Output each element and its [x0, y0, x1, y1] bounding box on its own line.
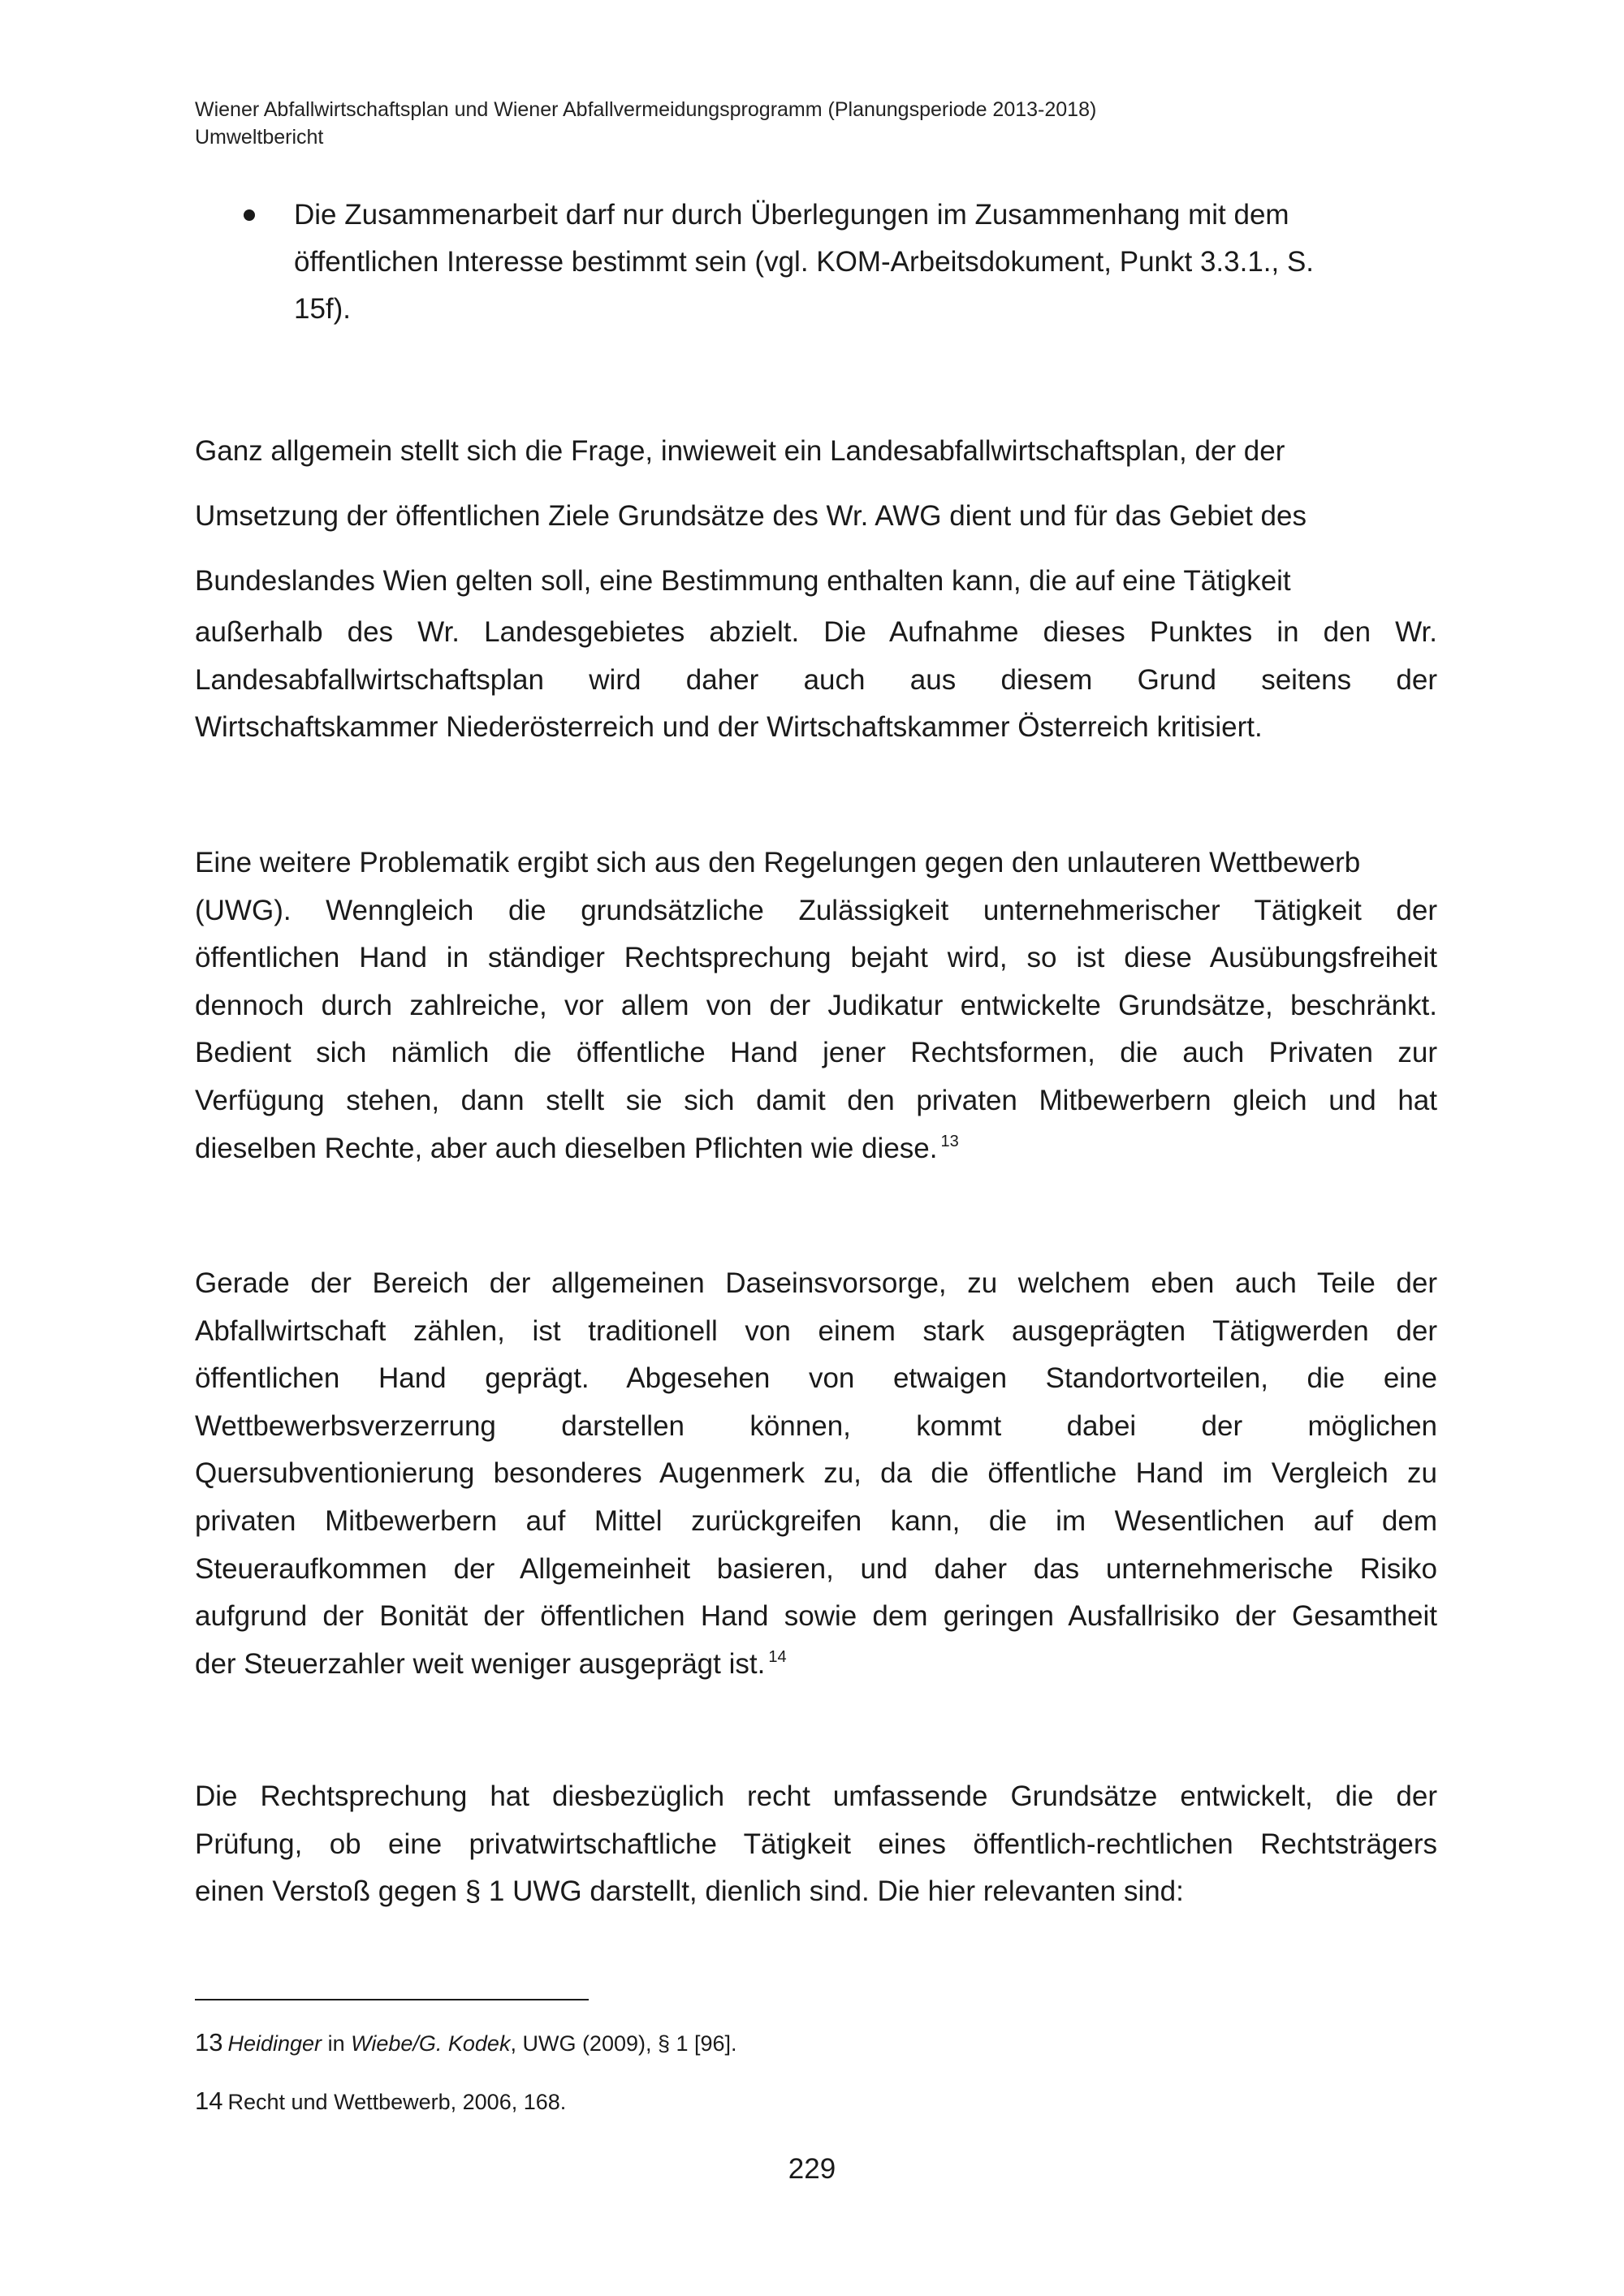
bullet-icon: [244, 209, 255, 221]
bullet-text: Die Zusammenarbeit darf nur durch Überlegungen im Zusammenhang mit dem öffentlichen Interesse bestimmt sein (vgl. KOM-Arbeitsdokument, Punkt 3.3.1., S. 15f).: [294, 199, 1315, 325]
paragraph-2: Eine weitere Problematik ergibt sich aus den Regelungen gegen den unlauteren Wettbewerb (UWG). Wenngleich die grundsätzliche Zulässigkeit unternehmerischer Tätigkeit der öffentlichen Hand in ständiger Rechtsprechung bejaht wird, so ist diese Ausübungsfreiheit dennoch durch zahlreiche, vor allem von der Judikatur entwickelte Grundsätze, beschränkt. Bedient sich nämlich die öffentliche Hand jener Rechtsformen, die auch Privaten zur Verfügung stehen, dann stellt sie sich damit den privaten Mitbewerbern gleich und hat dieselben Rechte, aber auch dieselben Pflichten wie diese. $^{13}$: [195, 847, 1437, 1164]
footnote-number: 13: [195, 2028, 223, 2056]
footnote-separator: [195, 1999, 589, 2000]
running-header: [195, 96, 1494, 151]
header-subtitle: Umweltbericht: [195, 126, 324, 149]
footnote-14: 14 Recht und Wettbewerb, 2006, 168.: [195, 2087, 567, 2115]
paragraph-4: Die Rechtsprechung hat diesbezüglich recht umfassende Grundsätze entwickelt, die der Prüfung, ob eine privatwirtschaftliche Tätigkeit eines öffentlich-rechtlichen Rechtsträgers einen Verstoß gegen § 1 UWG darstellt, dienlich sind. Die hier relevanten sind:: [195, 1780, 1437, 1908]
bullet-list-item: [244, 192, 1445, 333]
paragraph-3: Gerade der Bereich der allgemeinen Daseinsvorsorge, zu welchem eben auch Teile der Abfallwirtschaft zählen, ist traditionell von einem stark ausgeprägten Tätigwerden der öffentlichen Hand geprägt. Abgesehen von etwaigen Standortvorteilen, die eine Wettbewerbsverzerrung darstellen können, kommt dabei der möglichen Quersubventionierung besonderes Augenmerk zu, da die öffentliche Hand im Vergleich zu privaten Mitbewerbern auf Mittel zurückgreifen kann, die im Wesentlichen auf dem Steueraufkommen der Allgemeinheit basieren, und daher das unternehmerische Risiko aufgrund der Bonität der öffentlichen Hand sowie dem geringen Ausfallrisiko der Gesamtheit der Steuerzahler weit weniger ausgeprägt ist. $^{14}$: [195, 1267, 1437, 1680]
header-title: Wiener Abfallwirtschaftsplan und Wiener Abfallvermeidungsprogramm (Planungsperiode 2013-2018): [195, 98, 1097, 121]
paragraph-1: Ganz allgemein stellt sich die Frage, inwieweit ein Landesabfallwirtschaftsplan, der der Umsetzung der öffentlichen Ziele Grundsätze des Wr. AWG dient und für das Gebiet des Bundeslandes Wien gelten soll, eine Bestimmung enthalten kann, die auf eine Tätigkeit außerhalb des Wr. Landesgebietes abzielt. Die Aufnahme dieses Punktes in den Wr. Landesabfallwirtschaftsplan wird daher auch aus diesem Grund seitens der Wirtschaftskammer Niederösterreich und der Wirtschaftskammer Österreich kritisiert.: [195, 435, 1437, 744]
footnote-ref-14[interactable]: 14: [768, 1647, 787, 1666]
page-number: 229: [788, 2153, 836, 2185]
footnote-ref-13[interactable]: 13: [940, 1132, 959, 1150]
footnote-13: 13 Heidinger in Wiebe/G. Kodek, UWG (2009), § 1 [96].: [195, 2028, 737, 2056]
footnote-number: 14: [195, 2087, 223, 2115]
